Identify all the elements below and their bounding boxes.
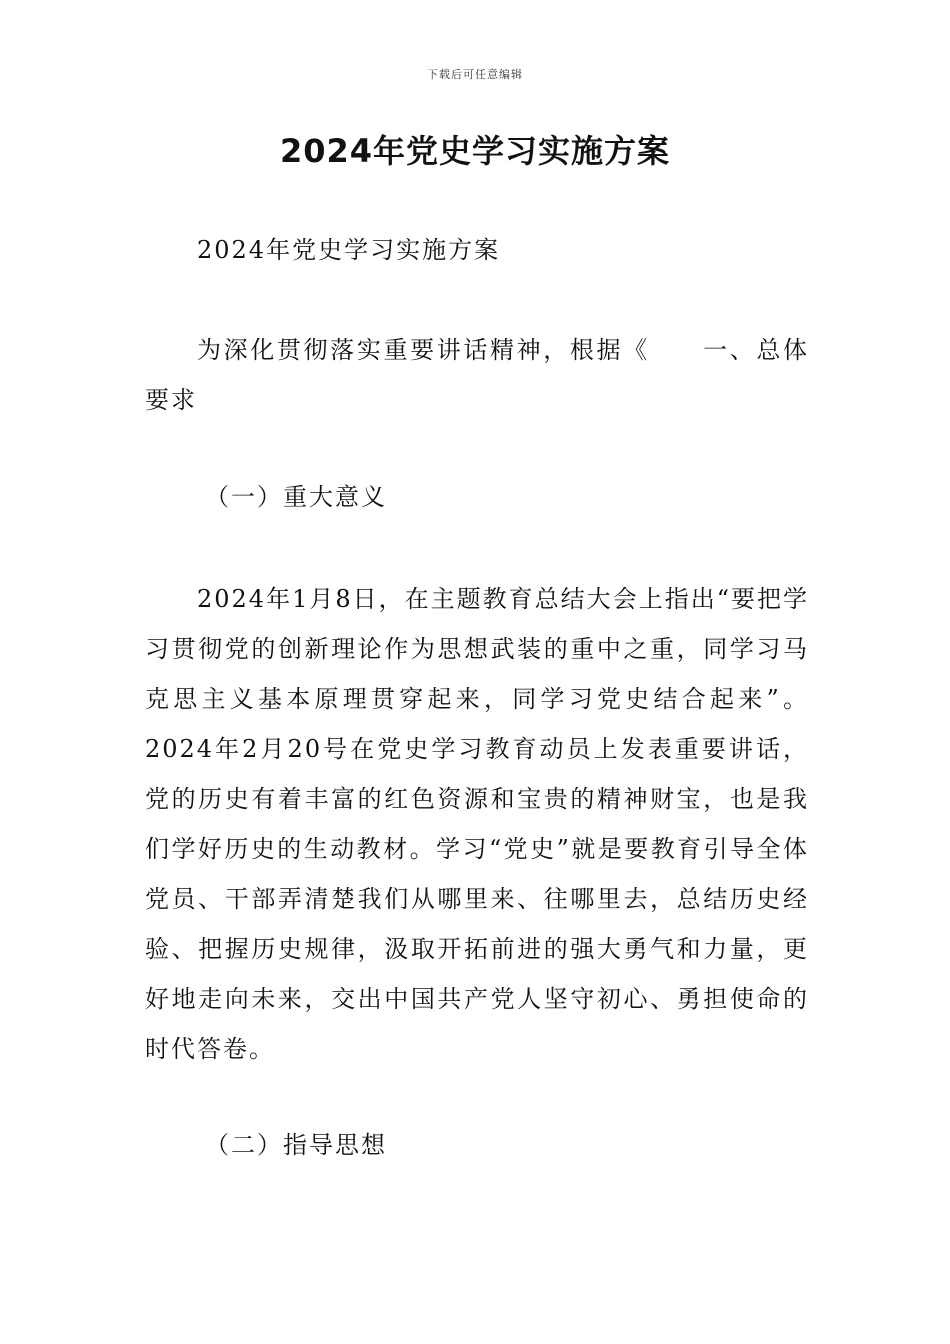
document-title: 2024年党史学习实施方案 xyxy=(279,132,671,170)
section-body-significance: 2024年1月8日，在主题教育总结大会上指出“要把学习贯彻党的创新理论作为思想武装的重中之重，同学习马克思主义基本原理贯穿起来，同学习党史结合起来”。2024年2月20号在党史学习教育动员上发表重要讲话，党的历史有着丰富的红色资源和宝贵的精神财宝，也是我们学好历史的生动教材。学习“党史”就是要教育引导全体党员、干部弄清楚我们从哪里来、往哪里去，总结历史经验、把握历史规律，汲取开拓前进的强大勇气和力量，更好地走向未来，交出中国共产党人坚守初心、勇担使命的时代答卷。 xyxy=(145,585,809,1063)
section-heading-significance: （一）重大意义 xyxy=(205,483,387,511)
document-subtitle: 2024年党史学习实施方案 xyxy=(197,236,501,264)
intro-paragraph: 为深化贯彻落实重要讲话精神，根据《 一、总体要求 xyxy=(145,336,809,414)
section-heading-guiding-ideology: （二）指导思想 xyxy=(205,1131,387,1159)
header-note: 下载后可任意编辑 xyxy=(427,68,523,81)
